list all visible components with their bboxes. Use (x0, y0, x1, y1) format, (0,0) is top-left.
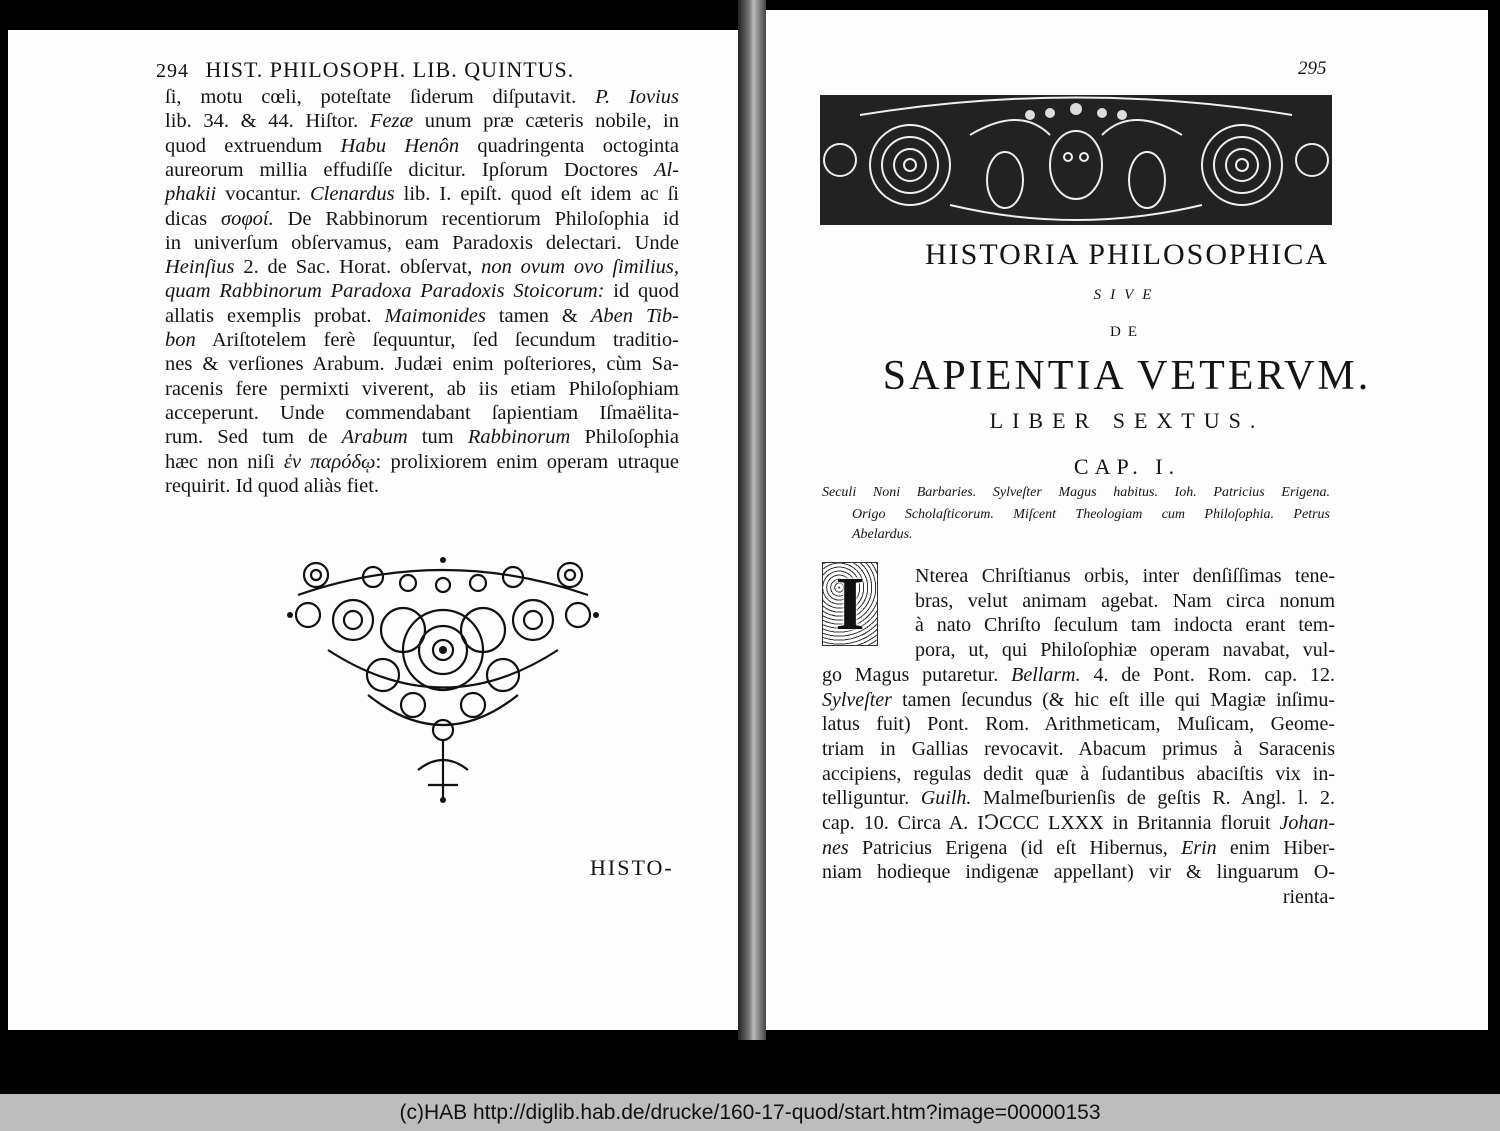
text: lib. I. epiſt. quod eſt idem ac ſi (394, 183, 679, 206)
text-line (822, 886, 1335, 908)
italic-text: Sylveſter (822, 688, 892, 711)
text: 4. de Pont. Rom. cap. 12. (1080, 663, 1335, 686)
title-connector-sive: SIVE (1093, 287, 1161, 303)
text-line (165, 256, 679, 278)
italic-text: Al- (653, 158, 679, 181)
text: à nato Chriſto ſeculum tam indocta erant tem- (915, 614, 1335, 637)
drop-cap-initial (822, 562, 878, 646)
headpiece-ornament-icon (820, 95, 1332, 225)
text-line (915, 614, 1335, 636)
text: aureorum millia effudiſſe dicitur. Ipſorum Doctores (165, 158, 654, 181)
text-line (165, 232, 679, 254)
text-line (822, 738, 1335, 760)
text-line (822, 713, 1335, 735)
running-head-title: HIST. PHILOSOPH. LIB. QUINTUS. (205, 57, 575, 82)
text-line (822, 837, 1335, 859)
text-line (165, 451, 679, 473)
chapter-summary-line: Origo Scholaſticorum. Miſcent Theologiam cum Philoſophia. Petrus (852, 507, 1330, 522)
text: lib. 34. & 44. Hiſtor. (165, 110, 370, 133)
text: pora, ut, qui Philoſophiæ operam navabat, vul- (915, 639, 1335, 662)
text-line (915, 565, 1335, 587)
text: De Rabbinorum recentiorum Philoſophia id (273, 207, 679, 230)
text: in univerſum obſervamus, eam Paradoxis delectari. Unde (165, 231, 679, 254)
italic-text: quam Rabbinorum Paradoxa Paradoxis Stoicorum: (165, 280, 605, 303)
text: go Magus putaretur. (822, 663, 1012, 686)
text-line (822, 689, 1335, 711)
text: acceperunt. Unde commendabant ſapientiam Iſmaëlita- (165, 401, 679, 424)
page-number: 295 (1298, 58, 1327, 79)
text-line (822, 787, 1335, 809)
italic-text: Rabbinorum (467, 426, 571, 449)
catchword: HISTO- (590, 855, 674, 880)
text: racenis fere permixti viverent, ab iis etiam Philoſophiam (165, 377, 679, 400)
text: bras, velut animam agebat. Nam circa nonum (915, 589, 1335, 612)
text-line (165, 475, 679, 497)
text-line (165, 305, 679, 327)
italic-text: nes (822, 836, 849, 859)
italic-text: Guilh. (920, 787, 972, 810)
text: ſi, motu cœli, poteſtate ſiderum diſputavit. (165, 86, 596, 108)
text: tamen ſecundus (& hic eſt ille qui Magiæ inſimu- (891, 688, 1335, 711)
italic-text: Bellarm. (1011, 663, 1081, 686)
drop-cap-letter: I (835, 562, 865, 646)
text: telliguntur. (822, 787, 921, 810)
text-line (165, 402, 679, 424)
text-line (165, 159, 679, 181)
text: Malmeſburienſis de geſtis R. Angl. l. 2. (971, 787, 1335, 810)
book-subtitle: SAPIENTIA VETERVM. (882, 353, 1372, 399)
italic-text: Heinſius (165, 256, 235, 279)
italic-text: Arabum (341, 426, 408, 449)
italic-text: Johan- (1279, 812, 1335, 834)
text: Philoſophia (570, 426, 679, 449)
text-line (165, 110, 679, 132)
chapter-summary-line: Seculi Noni Barbaries. Sylveſter Magus habitus. Ioh. Patricius Erigena. (822, 485, 1330, 500)
text: Ariſtotelem ferè ſequuntur, ſed ſecundum traditio- (195, 329, 679, 351)
italic-text: P. Iovius (595, 86, 679, 108)
text: hæc non niſi (165, 450, 284, 473)
text: triam in Gallias revocavit. Abacum primus à Saracenis (822, 737, 1335, 760)
italic-text: Aben Tib- (590, 304, 679, 327)
right-page (766, 10, 1488, 1030)
text: vocantur. (216, 183, 310, 206)
text-line (165, 280, 679, 302)
text: quadringenta octoginta (459, 134, 679, 157)
chapter-heading: CAP. I. (1073, 454, 1181, 479)
italic-text: Habu Henôn (340, 134, 460, 157)
book-title: HISTORIA PHILOSOPHICA (925, 238, 1329, 271)
italic-text: Clenardus (309, 183, 395, 206)
text: unum præ cæteris nobile, in (413, 110, 679, 133)
text: allatis exemplis probat. (165, 304, 385, 327)
book-gutter (738, 0, 766, 1040)
text: enim Hiber- (1216, 836, 1335, 859)
text-line (165, 86, 679, 108)
text: niam hodieque indigenæ appellant) vir & linguarum O- (822, 861, 1335, 884)
italic-text: Erin (1181, 836, 1217, 859)
text: rum. Sed tum de (165, 426, 342, 449)
italic-text: ἐν παρόδῳ (283, 450, 376, 473)
italic-text: Fezæ (369, 110, 414, 133)
text: cap. 10. Circa A. IↃCCC LXXX in Britannia floruit (822, 812, 1280, 834)
text: rienta- (1282, 886, 1335, 909)
text: quod extruendum (165, 134, 341, 157)
text-line (822, 763, 1335, 785)
italic-text: bon (165, 329, 196, 351)
book-number: LIBER SEXTUS. (989, 408, 1265, 433)
italic-text: Maimonides (384, 304, 486, 327)
text: tamen & (485, 304, 591, 327)
text: accipiens, regulas dedit quæ à ſudantibus abaciſtis vix in- (822, 762, 1335, 785)
text-line (915, 590, 1335, 612)
running-head (156, 58, 574, 83)
text-line (165, 183, 679, 205)
italic-text: σοφοί. (220, 207, 274, 230)
text: tum (407, 426, 468, 449)
text: id quod (604, 280, 679, 303)
text: requirit. Id quod aliàs fiet. (165, 474, 380, 497)
text: nes & verſiones Arabum. Judæi enim poſteriores, cùm Sa- (165, 353, 679, 376)
text-line (165, 426, 679, 448)
text-line (165, 378, 679, 400)
text: 2. de Sac. Horat. obſervat, (234, 256, 482, 279)
italic-text: non ovum ovo ſimilius, (481, 256, 679, 279)
page-number: 294 (156, 60, 189, 82)
text: latus fuit) Pont. Rom. Arithmeticam, Muſicam, Geome- (822, 713, 1335, 736)
text-line (822, 861, 1335, 883)
title-connector-de: DE (1110, 324, 1144, 340)
chapter-summary-line: Abelardus. (852, 527, 913, 542)
text: Nterea Chriſtianus orbis, inter denſiſſimas tene- (915, 565, 1335, 587)
left-page (8, 30, 738, 1030)
tailpiece-ornament-icon (278, 555, 608, 805)
text: dicas (165, 207, 221, 230)
text-line (165, 135, 679, 157)
text: Patricius Erigena (id eſt Hibernus, (848, 836, 1182, 859)
copyright-footer: (c)HAB http://diglib.hab.de/drucke/160-17-quod/start.htm?image=00000153 (0, 1094, 1500, 1131)
text-line (165, 353, 679, 375)
text-line (165, 329, 679, 351)
text-line (165, 208, 679, 230)
italic-text: phakii (165, 183, 217, 206)
text-line (915, 639, 1335, 661)
text: : prolixiorem enim operam utraque (375, 450, 679, 473)
text-line (822, 812, 1335, 834)
text-line (822, 664, 1335, 686)
